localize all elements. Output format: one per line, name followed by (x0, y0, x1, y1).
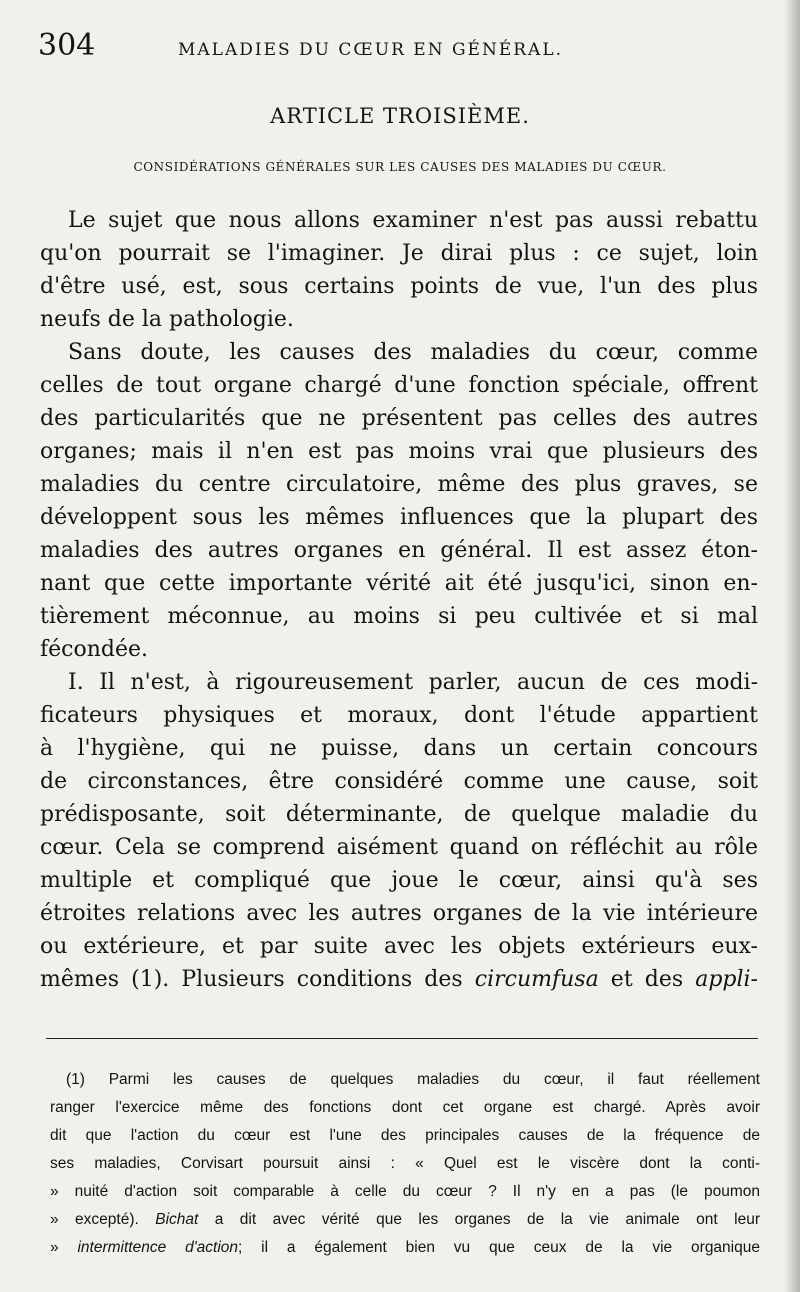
footnote-line: ranger l'exercice même des fonctions dont cet organe est chargé. Après avoir (50, 1099, 760, 1116)
text-span: et des (598, 967, 696, 992)
footnote-line (50, 1234, 760, 1262)
body-line: ou extérieure, et par suite avec les objets extérieurs eux- (40, 934, 758, 959)
page-edge-shadow (784, 0, 800, 1292)
body-line: qu'on pourrait se l'imaginer. Je dirai plus : ce sujet, loin (40, 241, 758, 266)
footnote-line: dit que l'action du cœur est l'une des principales causes de la fréquence de (50, 1127, 760, 1144)
body-text (40, 204, 758, 996)
body-line: cœur. Cela se comprend aisément quand on réfléchit au rôle (40, 835, 758, 860)
text-span: ; il a également bien vu que ceux de la vie organique (238, 1239, 760, 1256)
body-line: Sans doute, les causes des maladies du cœur, comme (68, 340, 758, 365)
footnote-rule (46, 1038, 758, 1039)
running-head: MALADIES DU CŒUR EN GÉNÉRAL. (178, 40, 564, 60)
text-span: » excepté). (50, 1211, 156, 1228)
body-line: maladies des autres organes en général. Il est assez éton- (40, 538, 758, 563)
body-line: tièrement méconnue, au moins si peu cultivée et si mal (40, 604, 758, 629)
text-span: » (50, 1239, 78, 1256)
footnote-line (50, 1206, 760, 1234)
body-line: celles de tout organe chargé d'une fonction spéciale, offrent (40, 373, 758, 398)
footnote (50, 1066, 760, 1262)
body-line: ficateurs physiques et moraux, dont l'étude appartient (40, 703, 758, 728)
body-line: à l'hygiène, qui ne puisse, dans un certain concours (40, 736, 758, 761)
body-line: organes; mais il n'en est pas moins vrai que plusieurs des (40, 439, 758, 464)
body-line: prédisposante, soit déterminante, de quelque maladie du (40, 802, 758, 827)
body-line: d'être usé, est, sous certains points de vue, l'un des plus (40, 274, 758, 299)
italic-term: intermittence d'action (77, 1239, 239, 1256)
article-title: ARTICLE TROISIÈME. (270, 104, 530, 128)
body-line: nant que cette importante vérité ait été jusqu'ici, sinon en- (40, 571, 758, 596)
body-line: développent sous les mêmes influences que la plupart des (40, 505, 758, 530)
footnote-line: » nuité d'action soit comparable à celle du cœur ? Il n'y en a pas (le poumon (50, 1183, 760, 1200)
italic-name: Bichat (155, 1211, 199, 1228)
body-line: de circonstances, être considéré comme une cause, soit (40, 769, 758, 794)
body-line: étroites relations avec les autres organes de la vie intérieure (40, 901, 758, 926)
page-header (38, 28, 758, 68)
body-line: I. Il n'est, à rigoureusement parler, aucun de ces modi- (68, 670, 758, 695)
page-number: 304 (38, 28, 96, 63)
body-line: neufs de la pathologie. (40, 307, 294, 332)
body-line: maladies du centre circulatoire, même des plus graves, se (40, 472, 758, 497)
footnote-line: (1) Parmi les causes de quelques maladies du cœur, il faut réellement (66, 1071, 760, 1088)
body-line: fécondée. (40, 637, 149, 662)
section-title: CONSIDÉRATIONS GÉNÉRALES SUR LES CAUSES DES MALADIES DU CŒUR. (133, 160, 667, 174)
footnote-line: ses maladies, Corvisart poursuit ainsi : « Quel est le viscère dont la conti- (50, 1155, 760, 1172)
body-line: multiple et compliqué que joue le cœur, ainsi qu'à ses (40, 868, 758, 893)
text-span: a dit avec vérité que les organes de la vie animale ont leur (198, 1211, 760, 1228)
text-span: mêmes (1). Plusieurs conditions des (40, 967, 475, 992)
italic-term: circumfusa (474, 967, 599, 992)
body-line: Le sujet que nous allons examiner n'est pas aussi rebattu (68, 208, 758, 233)
body-line-last (40, 963, 758, 996)
italic-term: appli- (695, 967, 758, 992)
body-line: des particularités que ne présentent pas celles des autres (40, 406, 758, 431)
